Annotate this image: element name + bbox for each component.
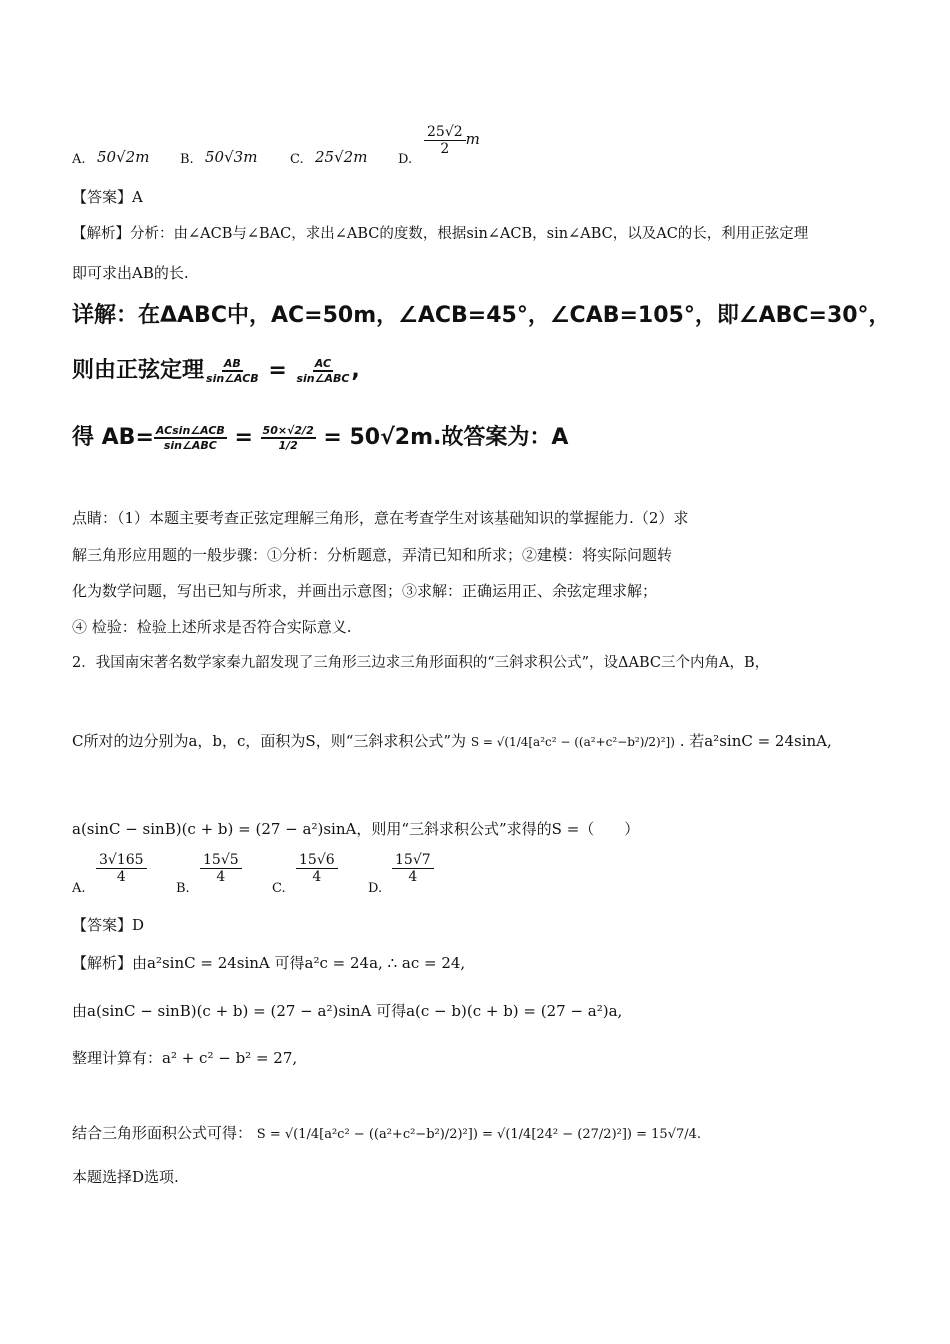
q1-option-a-label: A. [72,152,86,167]
q1-detail-line2: 则由正弦定理 AB sin∠ACB = AC sin∠ABC , [72,356,360,385]
q2-option-b-value: $\frac{15√5}{4}$ [200,852,242,885]
q2-option-d-value: $\frac{15√7}{4}$ [392,852,434,885]
q2-option-d-label: D. [368,881,383,896]
q1-detail-line1: 详解：在ΔABC中，AC=50m，∠ACB=45°，∠CAB=105°，即∠ABC=30°， [72,303,891,328]
q1-comment-line4: ④ 检验：检验上述所求是否符合实际意义. [72,618,352,636]
q2-solution-formula: S = √(1/4[a²c² − ((a²+c²−b²)/2)²]) = √(1/4[24² − (27/2)²]) = 15√7/4. [256,1127,702,1142]
q2-solution-line2: 由a(sinC − sinB)(c + b) = (27 − a²)sinA 可得a(c − b)(c + b) = (27 − a²)a, [72,1002,623,1020]
q1-option-c-label: C. [290,152,304,167]
q1-option-b-value: 50√3m [205,148,258,166]
q2-stem-line1: 2．我国南宋著名数学家秦九韶发现了三角形三边求三角形面积的“三斜求积公式”，设ΔABC三个内角A，B， [72,655,770,671]
q2-option-b-label: B. [176,881,190,896]
q1-option-c-value: 25√2m [315,148,368,166]
q1-comment-line1: 点睛：（1）本题主要考查正弦定理解三角形，意在考查学生对该基础知识的掌握能力.（2）求 [72,509,689,527]
q2-stem-formula: S = √(1/4[a²c² − ((a²+c²−b²)/2)²]) [470,735,675,749]
q1-analysis-line1: 【解析】分析：由∠ACB与∠BAC，求出∠ABC的度数，根据sin∠ACB，sin∠ABC，以及AC的长，利用正弦定理 [72,226,809,242]
q2-stem-line2: C所对的边分别为a，b，c，面积为S，则“三斜求积公式”为 S = √(1/4[a²c² − ((a²+c²−b²)/2)²]) . 若a²sinC = 24sinA, [72,730,832,753]
q1-detail-line3: 得 AB= ACsin∠ACB sin∠ABC = $\frac{50\times√2/2}{1/2}$ = 50√2m.故答案为：A [72,423,569,452]
q2-option-c-label: C. [272,881,286,896]
q2-solution-line5: 本题选择D选项. [72,1168,179,1186]
q2-solution-line3: 整理计算有：a² + c² − b² = 27, [72,1049,298,1067]
q2-solution-line4: 结合三角形面积公式可得： S = √(1/4[a²c² − ((a²+c²−b²)/2)²]) = √(1/4[24² − (27/2)²]) = 15√7/4. [72,1124,702,1142]
q1-comment-line2: 解三角形应用题的一般步骤：①分析：分析题意，弄清已知和所求；②建模：将实际问题转 [72,546,673,564]
q2-option-a-value: $\frac{3√165}{4}$ [96,852,147,885]
q2-solution-line1: 【解析】由a²sinC = 24sinA 可得a²c = 24a, ∴ ac = 24, [72,954,466,972]
q1-option-d-value: $\frac{25√2}{2}$ m [424,124,480,157]
q1-comment-line3: 化为数学问题，写出已知与所求，并画出示意图；③求解：正确运用正、余弦定理求解； [72,582,658,600]
q2-answer: 【答案】D [72,916,145,934]
q1-analysis-line2: 即可求出AB的长. [72,264,189,282]
q1-option-d-label: D. [398,152,413,167]
q1-option-b-label: B. [180,152,194,167]
q2-stem-line3: a(sinC − sinB)(c + b) = (27 − a²)sinA，则用“三斜求积公式”求得的S =（ ） [72,820,640,838]
q2-option-a-label: A. [72,881,86,896]
q2-option-c-value: $\frac{15√6}{4}$ [296,852,338,885]
q1-option-a-value: 50√2m [97,148,150,166]
q1-answer: 【答案】A [72,188,143,206]
